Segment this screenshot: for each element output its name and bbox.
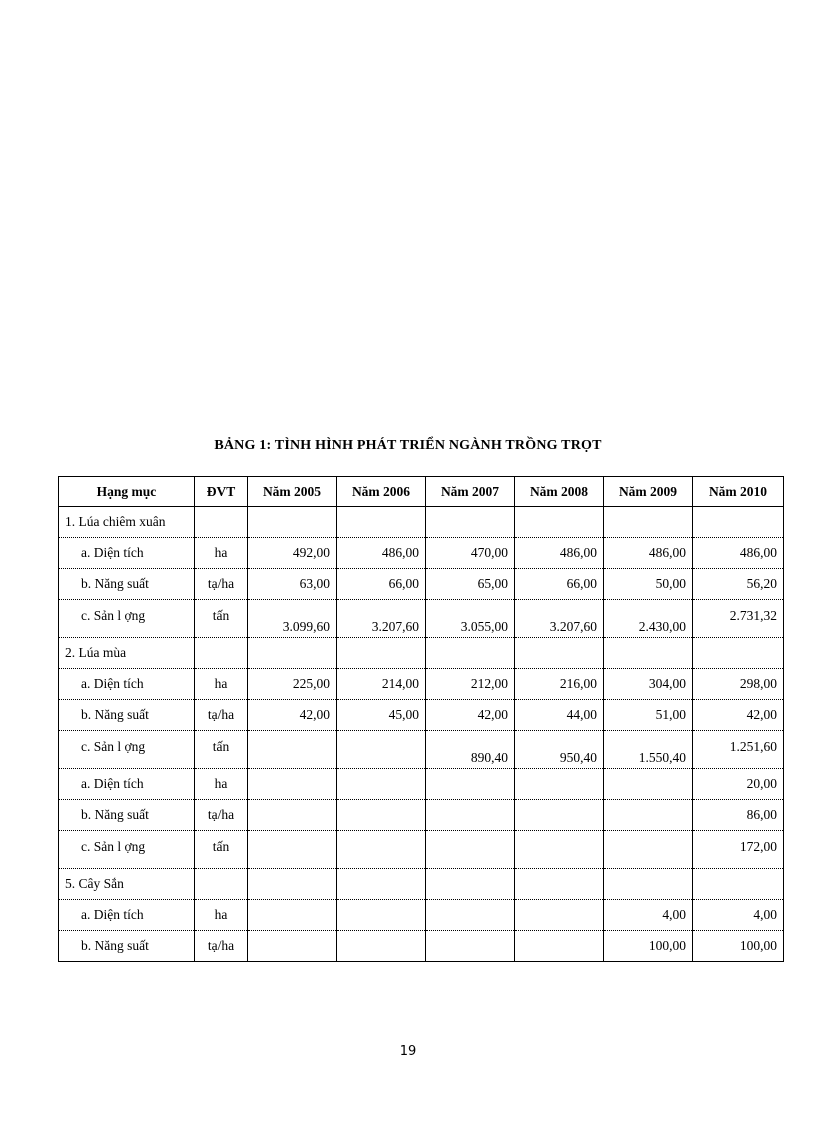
- cell-value: 20,00: [693, 769, 784, 800]
- column-header: Năm 2005: [248, 477, 337, 507]
- cell-value: [337, 800, 426, 831]
- cell-value: 44,00: [515, 700, 604, 731]
- cell-value: 66,00: [515, 569, 604, 600]
- cell-value: 212,00: [426, 669, 515, 700]
- cell-value: 486,00: [604, 538, 693, 569]
- cell-value: [248, 800, 337, 831]
- cell-value: 42,00: [426, 700, 515, 731]
- crop-development-table: [58, 476, 784, 962]
- cell-value: [604, 869, 693, 900]
- cell-value: [426, 800, 515, 831]
- cell-value: 3.055,00: [426, 600, 515, 638]
- cell-value: [426, 831, 515, 869]
- cell-value: [248, 900, 337, 931]
- table-title: BẢNG 1: TÌNH HÌNH PHÁT TRIỂN NGÀNH TRỒNG TRỌT: [214, 438, 602, 453]
- cell-value: [515, 769, 604, 800]
- column-header: Năm 2007: [426, 477, 515, 507]
- cell-value: [693, 638, 784, 669]
- row-label: a. Diện tích: [59, 900, 195, 931]
- column-header: Hạng mục: [59, 477, 195, 507]
- column-header: Năm 2009: [604, 477, 693, 507]
- cell-value: [337, 900, 426, 931]
- cell-value: 42,00: [248, 700, 337, 731]
- table-row: [59, 900, 784, 931]
- table-row: [59, 538, 784, 569]
- table-row: [59, 869, 784, 900]
- cell-value: 66,00: [337, 569, 426, 600]
- cell-value: [604, 800, 693, 831]
- cell-value: [248, 731, 337, 769]
- cell-value: [515, 638, 604, 669]
- row-unit: tấn: [195, 831, 248, 869]
- row-label: c. Sản l ợng: [59, 831, 195, 869]
- cell-value: 890,40: [426, 731, 515, 769]
- row-unit: ha: [195, 669, 248, 700]
- cell-value: [515, 869, 604, 900]
- cell-value: [604, 638, 693, 669]
- column-header: Năm 2010: [693, 477, 784, 507]
- row-unit: tấn: [195, 731, 248, 769]
- cell-value: [604, 831, 693, 869]
- row-label: b. Năng suất: [59, 800, 195, 831]
- table-row: [59, 507, 784, 538]
- column-header: ĐVT: [195, 477, 248, 507]
- row-unit: [195, 869, 248, 900]
- row-unit: tạ/ha: [195, 800, 248, 831]
- row-unit: [195, 507, 248, 538]
- cell-value: [426, 900, 515, 931]
- cell-value: 950,40: [515, 731, 604, 769]
- row-label: 5. Cây Sắn: [59, 869, 195, 900]
- cell-value: 225,00: [248, 669, 337, 700]
- cell-value: [248, 769, 337, 800]
- row-unit: tạ/ha: [195, 569, 248, 600]
- cell-value: 492,00: [248, 538, 337, 569]
- cell-value: [248, 638, 337, 669]
- cell-value: [248, 831, 337, 869]
- cell-value: [337, 931, 426, 962]
- row-unit: ha: [195, 538, 248, 569]
- cell-value: [337, 869, 426, 900]
- row-unit: ha: [195, 769, 248, 800]
- cell-value: 486,00: [515, 538, 604, 569]
- row-unit: [195, 638, 248, 669]
- row-label: c. Sản l ợng: [59, 600, 195, 638]
- cell-value: [693, 507, 784, 538]
- cell-value: 2.731,32: [693, 600, 784, 638]
- cell-value: [248, 931, 337, 962]
- row-label: b. Năng suất: [59, 700, 195, 731]
- table-row: [59, 569, 784, 600]
- cell-value: 214,00: [337, 669, 426, 700]
- cell-value: [248, 869, 337, 900]
- table-row: [59, 700, 784, 731]
- row-label: a. Diện tích: [59, 669, 195, 700]
- cell-value: 51,00: [604, 700, 693, 731]
- row-label: 1. Lúa chiêm xuân: [59, 507, 195, 538]
- cell-value: 3.099,60: [248, 600, 337, 638]
- cell-value: 486,00: [693, 538, 784, 569]
- table-row: [59, 669, 784, 700]
- row-label: 2. Lúa mùa: [59, 638, 195, 669]
- cell-value: 65,00: [426, 569, 515, 600]
- cell-value: [248, 507, 337, 538]
- cell-value: [426, 769, 515, 800]
- cell-value: 4,00: [693, 900, 784, 931]
- cell-value: [337, 507, 426, 538]
- cell-value: 86,00: [693, 800, 784, 831]
- cell-value: [337, 831, 426, 869]
- cell-value: 1.550,40: [604, 731, 693, 769]
- cell-value: 486,00: [337, 538, 426, 569]
- cell-value: 216,00: [515, 669, 604, 700]
- cell-value: [693, 869, 784, 900]
- row-unit: tấn: [195, 600, 248, 638]
- row-label: a. Diện tích: [59, 538, 195, 569]
- cell-value: 4,00: [604, 900, 693, 931]
- table-row: [59, 931, 784, 962]
- table-row: [59, 600, 784, 638]
- table-row: [59, 731, 784, 769]
- cell-value: [515, 800, 604, 831]
- cell-value: 56,20: [693, 569, 784, 600]
- table-row: [59, 769, 784, 800]
- row-label: a. Diện tích: [59, 769, 195, 800]
- cell-value: [426, 869, 515, 900]
- header-row: [59, 477, 784, 507]
- cell-value: 50,00: [604, 569, 693, 600]
- cell-value: 63,00: [248, 569, 337, 600]
- cell-value: 470,00: [426, 538, 515, 569]
- cell-value: 3.207,60: [337, 600, 426, 638]
- cell-value: [337, 769, 426, 800]
- row-label: b. Năng suất: [59, 569, 195, 600]
- cell-value: [426, 507, 515, 538]
- cell-value: 100,00: [604, 931, 693, 962]
- table-row: [59, 831, 784, 869]
- column-header: Năm 2008: [515, 477, 604, 507]
- cell-value: 298,00: [693, 669, 784, 700]
- cell-value: 42,00: [693, 700, 784, 731]
- page-number: 19: [399, 1044, 417, 1059]
- cell-value: [515, 931, 604, 962]
- cell-value: [426, 931, 515, 962]
- row-unit: tạ/ha: [195, 931, 248, 962]
- row-unit: tạ/ha: [195, 700, 248, 731]
- cell-value: [515, 507, 604, 538]
- row-label: b. Năng suất: [59, 931, 195, 962]
- cell-value: [426, 638, 515, 669]
- row-label: c. Sản l ợng: [59, 731, 195, 769]
- cell-value: [337, 731, 426, 769]
- cell-value: [604, 507, 693, 538]
- cell-value: 172,00: [693, 831, 784, 869]
- cell-value: 100,00: [693, 931, 784, 962]
- table-row: [59, 638, 784, 669]
- cell-value: 2.430,00: [604, 600, 693, 638]
- table-row: [59, 800, 784, 831]
- cell-value: [337, 638, 426, 669]
- cell-value: 45,00: [337, 700, 426, 731]
- cell-value: [515, 831, 604, 869]
- cell-value: 3.207,60: [515, 600, 604, 638]
- cell-value: [515, 900, 604, 931]
- row-unit: ha: [195, 900, 248, 931]
- cell-value: 1.251,60: [693, 731, 784, 769]
- column-header: Năm 2006: [337, 477, 426, 507]
- cell-value: [604, 769, 693, 800]
- cell-value: 304,00: [604, 669, 693, 700]
